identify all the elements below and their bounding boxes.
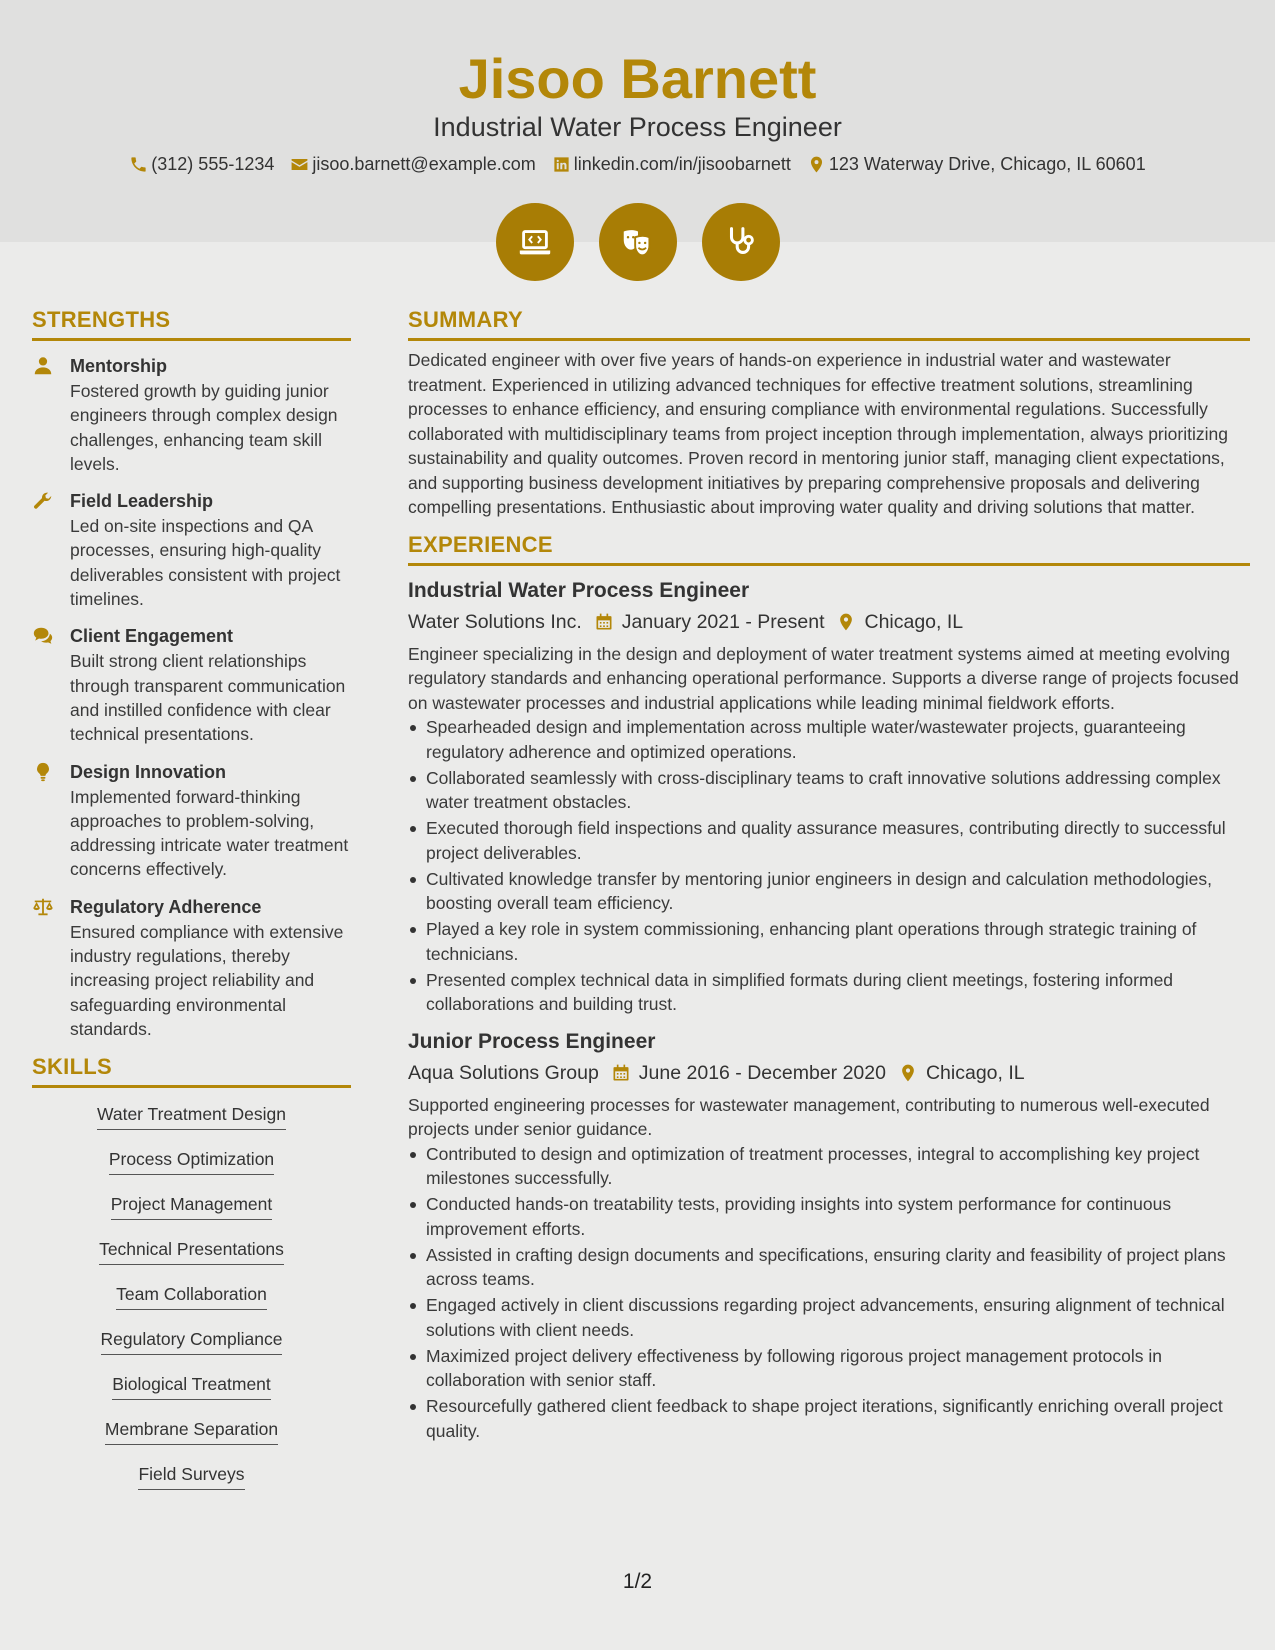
laptop-code-icon — [516, 223, 554, 261]
job-company: Aqua Solutions Group — [408, 1061, 599, 1084]
balance-scale-icon — [32, 896, 54, 918]
right-column — [408, 306, 1250, 1445]
address-text: 123 Waterway Drive, Chicago, IL 60601 — [828, 154, 1146, 174]
job-title: Junior Process Engineer — [408, 1029, 656, 1053]
contact-linkedin[interactable] — [552, 152, 791, 176]
contact-bar — [0, 152, 1275, 176]
strength-title: Mentorship — [70, 356, 167, 376]
job-company: Water Solutions Inc. — [408, 610, 582, 633]
job-bullets — [408, 715, 1250, 1017]
job-description: Supported engineering processes for wastewater management, contributing to numerous well-executed projects under senior guidance. — [408, 1094, 1210, 1139]
job-bullet: Engaged actively in client discussions regarding project advancements, ensuring alignment of technical solutions with client needs. — [426, 1293, 1250, 1342]
contact-address — [807, 152, 1146, 176]
envelope-icon — [290, 155, 309, 174]
job-bullet: Cultivated knowledge transfer by mentoring junior engineers in design and calculation methodologies, boosting overall team efficiency. — [426, 867, 1250, 916]
strength-title: Regulatory Adherence — [70, 896, 262, 917]
user-icon — [32, 355, 54, 377]
job-bullet: Presented complex technical data in simplified formats during client meetings, fostering informed collaborations and building trust. — [426, 968, 1250, 1017]
skill-item: Team Collaboration — [116, 1282, 267, 1310]
skill-item: Technical Presentations — [99, 1237, 284, 1265]
strengths-heading: STRENGTHS — [32, 306, 351, 341]
summary-heading: SUMMARY — [408, 306, 1250, 341]
skill-item: Field Surveys — [138, 1462, 244, 1490]
strength-desc: Ensured compliance with extensive industry regulations, thereby increasing project reliability and safeguarding environmental standards. — [70, 921, 344, 1039]
job-bullet: Contributed to design and optimization of treatment processes, integral to accomplishing key project milestones successfully. — [426, 1142, 1250, 1191]
strength-desc: Led on-site inspections and QA processes, ensuring high-quality deliverables consistent with project timelines. — [70, 516, 341, 610]
job-meta — [408, 607, 1250, 637]
phone-text: (312) 555-1234 — [151, 154, 275, 174]
job-bullet: Maximized project delivery effectiveness by following rigorous project management protocols in collaboration with senior staff. — [426, 1344, 1250, 1393]
strength-item — [32, 353, 351, 476]
strength-item — [32, 623, 351, 746]
map-marker-icon — [807, 155, 826, 174]
job-dates: June 2016 - December 2020 — [638, 1061, 886, 1084]
skill-item: Water Treatment Design — [97, 1102, 286, 1130]
linkedin-icon — [552, 155, 571, 174]
theater-masks-icon — [619, 223, 657, 261]
strength-desc: Implemented forward-thinking approaches to problem-solving, addressing intricate water treatment concerns effectively. — [70, 786, 349, 880]
hobby-theater — [599, 203, 677, 281]
job-bullet: Conducted hands-on treatability tests, providing insights into system performance for continuous improvement efforts. — [426, 1192, 1250, 1241]
skills-heading: SKILLS — [32, 1053, 351, 1088]
strength-title: Field Leadership — [70, 491, 214, 512]
wrench-icon — [32, 490, 54, 512]
comments-icon — [32, 625, 54, 647]
contact-email[interactable] — [290, 152, 535, 176]
hobby-laptop — [496, 203, 574, 281]
job-title: Industrial Water Process Engineer — [408, 578, 750, 602]
calendar-icon — [594, 612, 614, 632]
job-meta — [408, 1058, 1250, 1088]
contact-phone[interactable] — [129, 152, 274, 176]
phone-icon — [129, 155, 148, 174]
skills-list — [32, 1102, 351, 1507]
strength-desc: Fostered growth by guiding junior engineers through complex design challenges, enhancing team skill levels. — [70, 381, 338, 474]
job-bullet: Spearheaded design and implementation across multiple water/wastewater projects, guaranteeing regulatory adherence and optimized operations. — [426, 715, 1250, 764]
page-number: 1/2 — [622, 1570, 653, 1593]
skill-item: Project Management — [111, 1192, 272, 1220]
skill-item: Regulatory Compliance — [101, 1327, 283, 1355]
job-bullet: Resourcefully gathered client feedback to shape project iterations, significantly enriching overall project quality. — [426, 1394, 1250, 1443]
job-entry — [408, 1027, 1250, 1444]
skill-item: Biological Treatment — [112, 1372, 271, 1400]
hobby-icons — [0, 203, 1275, 281]
left-column — [32, 306, 351, 1507]
skill-item: Membrane Separation — [105, 1417, 278, 1445]
job-bullet: Collaborated seamlessly with cross-disciplinary teams to craft innovative solutions addressing complex water treatment obstacles. — [426, 766, 1250, 815]
hobby-stethoscope — [702, 203, 780, 281]
strength-title: Client Engagement — [70, 626, 234, 647]
job-description: Engineer specializing in the design and deployment of water treatment systems aimed at meeting evolving regulatory standards and enhancing operational performance. Supports a diverse range of projects focused on wastewater processes and industrial applications while leading minimal fieldwork efforts. — [408, 643, 1239, 713]
strength-title: Design Innovation — [70, 761, 227, 782]
strength-desc: Built strong client relationships through transparent communication and instilled confidence with clear technical presentations. — [70, 651, 346, 745]
job-bullet: Executed thorough field inspections and quality assurance measures, contributing directly to successful project deliverables. — [426, 816, 1250, 865]
summary-text: Dedicated engineer with over five years of hands-on experience in industrial water and wastewater treatment. Experienced in utilizing advanced techniques for effective treatment solutions, streamlining processes to enhance efficiency, and ensuring compliance with environmental regulations. Successfully collaborated with multidisciplinary teams from project inception through implementation, always prioritizing sustainability and quality outcomes. Proven record in mentoring junior staff, managing client expectations, and supporting business development initiatives by preparing comprehensive proposals and delivering compelling presentations. Enthusiastic about improving water quality and driving solutions that matter. — [408, 350, 1228, 517]
strength-item — [32, 759, 351, 882]
candidate-name: Jisoo Barnett — [458, 47, 817, 110]
stethoscope-icon — [722, 223, 760, 261]
linkedin-text: linkedin.com/in/jisoobarnett — [573, 154, 791, 174]
calendar-icon — [611, 1063, 631, 1083]
strengths-list — [32, 353, 351, 1041]
skill-item: Process Optimization — [109, 1147, 274, 1175]
job-bullet: Assisted in crafting design documents and specifications, ensuring clarity and feasibility of project plans across teams. — [426, 1243, 1250, 1292]
candidate-title: Industrial Water Process Engineer — [433, 112, 842, 142]
job-bullets — [408, 1142, 1250, 1444]
strength-item — [32, 894, 351, 1041]
strength-item — [32, 488, 351, 611]
email-text: jisoo.barnett@example.com — [312, 154, 536, 174]
map-marker-icon — [898, 1063, 918, 1083]
job-entry — [408, 576, 1250, 1017]
job-dates: January 2021 - Present — [621, 610, 825, 633]
job-location: Chicago, IL — [925, 1061, 1025, 1084]
lightbulb-icon — [32, 761, 54, 783]
experience-heading: EXPERIENCE — [408, 531, 1250, 566]
map-marker-icon — [836, 612, 856, 632]
job-bullet: Played a key role in system commissioning, enhancing plant operations through strategic training of technicians. — [426, 917, 1250, 966]
job-location: Chicago, IL — [864, 610, 964, 633]
